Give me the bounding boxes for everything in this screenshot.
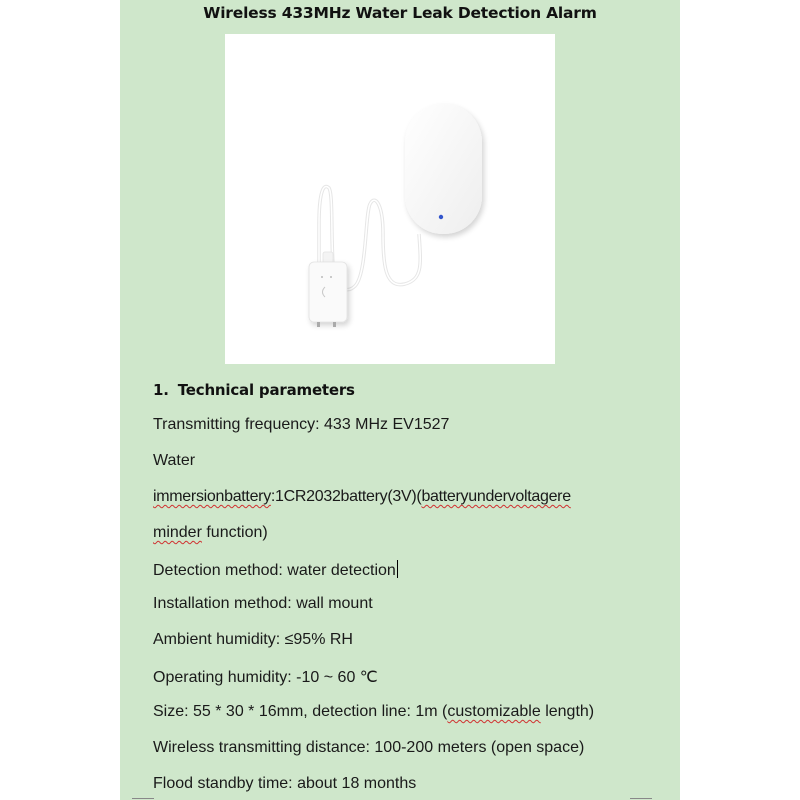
param-transmitting-frequency: Transmitting frequency: 433 MHz EV1527 bbox=[153, 416, 450, 433]
param-text: length) bbox=[540, 703, 595, 720]
water-leak-sensor-illustration bbox=[225, 34, 555, 364]
param-ambient-humidity: Ambient humidity: ≤95% RH bbox=[153, 631, 353, 648]
text-cursor bbox=[397, 560, 399, 578]
section-title: Technical parameters bbox=[177, 381, 355, 399]
param-text: Size: 55 * 30 * 16mm, detection line: 1m ( bbox=[153, 703, 448, 720]
page-corner-mark-right bbox=[630, 798, 652, 799]
page-corner-mark-left bbox=[132, 798, 154, 799]
param-size bbox=[153, 703, 594, 721]
section-heading-technical-parameters bbox=[153, 381, 355, 399]
product-image bbox=[225, 34, 555, 364]
misspelled-word: customizable bbox=[447, 703, 541, 720]
param-standby-time: Flood standby time: about 18 months bbox=[153, 775, 417, 792]
param-installation-method: Installation method: wall mount bbox=[153, 595, 373, 612]
misspelled-word: immersionbattery bbox=[153, 488, 271, 505]
misspelled-word: batteryundervoltagere bbox=[421, 488, 571, 505]
param-immersion-battery bbox=[153, 488, 571, 506]
misspelled-word: minder bbox=[153, 524, 202, 541]
param-reminder-function bbox=[153, 524, 268, 542]
led-indicator bbox=[439, 215, 443, 219]
param-wireless-distance: Wireless transmitting distance: 100-200 meters (open space) bbox=[153, 739, 585, 756]
param-operating-humidity: Operating humidity: -10 ~ 60 ℃ bbox=[153, 669, 378, 686]
param-text: :1CR2032battery(3V)( bbox=[270, 488, 422, 505]
param-detection-method[interactable] bbox=[153, 560, 398, 580]
param-text: Detection method: water detection bbox=[153, 562, 396, 579]
param-water: Water bbox=[153, 452, 196, 469]
document-page bbox=[120, 0, 680, 800]
section-number: 1. bbox=[153, 381, 169, 399]
document-title: Wireless 433MHz Water Leak Detection Alarm bbox=[203, 4, 597, 22]
param-text: function) bbox=[201, 524, 268, 541]
